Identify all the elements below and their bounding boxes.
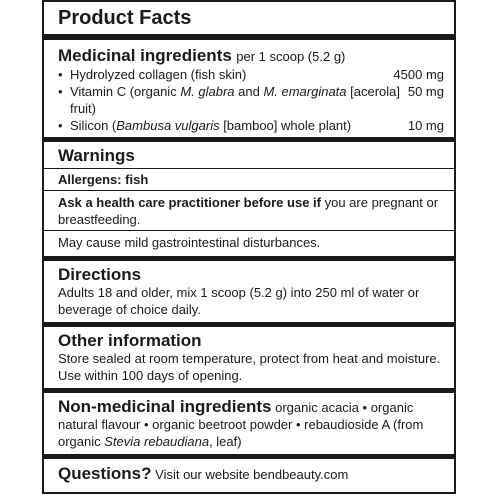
medicinal-title: Medicinal ingredients [58,46,232,65]
ask-practitioner-bold: Ask a health care practitioner before use if [58,195,321,210]
allergens-line: Allergens: fish [44,168,454,190]
other-info-section [44,327,454,393]
ingredient-row [58,66,444,83]
questions-section [44,459,454,483]
directions-text: Adults 18 and older, mix 1 scoop (5.2 g) into 250 ml of water or beverage of choice daily. [58,285,420,317]
ingredient-name-part: Vitamin C (organic [70,84,181,99]
panel-title [44,2,454,40]
ingredient-name [70,83,408,117]
gi-warning-text: May cause mild gastrointestinal disturbances. [44,230,454,256]
questions-text: Visit our website bendbeauty.com [151,467,349,482]
ingredient-latin-1: M. glabra [180,84,235,99]
ask-practitioner-rest: you are pregnant or breastfeeding. [58,195,439,227]
directions-title: Directions [58,265,142,284]
medicinal-section [44,40,454,142]
ingredient-amount: 4500 mg [393,67,444,82]
ingredient-name: Hydrolyzed collagen (fish skin) [70,67,247,82]
ingredient-name-part: [acerola] fruit) [70,84,401,116]
ingredient-row [58,117,444,134]
medicinal-per: per 1 scoop (5.2 g) [236,49,346,64]
non-medicinal-text-1: organic acacia • organic natural flavour • organic beetroot powder • rebaudioside A (from organic [58,400,424,449]
non-medicinal-latin: Stevia rebaudiana [104,434,210,449]
ask-practitioner-text [44,190,454,230]
bullet-icon: • [58,118,63,133]
non-medicinal-section [44,393,454,459]
non-medicinal-text-2: , leaf) [209,434,242,449]
bullet-icon: • [58,67,63,82]
ingredient-latin-2: M. emarginata [263,84,347,99]
panel-title-text: Product Facts [58,6,192,29]
bullet-icon: • [58,84,63,99]
ingredient-name-part: [bamboo] whole plant) [219,118,352,133]
warnings-title: Warnings [58,146,135,165]
other-info-title: Other information [58,331,202,350]
warnings-section [44,142,454,261]
ingredient-name-part: and [234,84,264,99]
ingredient-amount: 10 mg [407,118,444,133]
directions-section [44,261,454,327]
ingredient-name [70,117,408,134]
questions-label: Questions? [58,464,152,483]
ingredient-name-part: Silicon ( [70,118,117,133]
other-info-text: Store sealed at room temperature, protect from heat and moisture. Use within 100 days of opening. [58,351,441,383]
ingredient-latin-1: Bambusa vulgaris [116,118,220,133]
ingredient-amount: 50 mg [407,84,444,99]
ingredient-row [58,83,444,117]
product-facts-panel [42,0,456,494]
non-medicinal-title: Non-medicinal ingredients [58,397,272,416]
